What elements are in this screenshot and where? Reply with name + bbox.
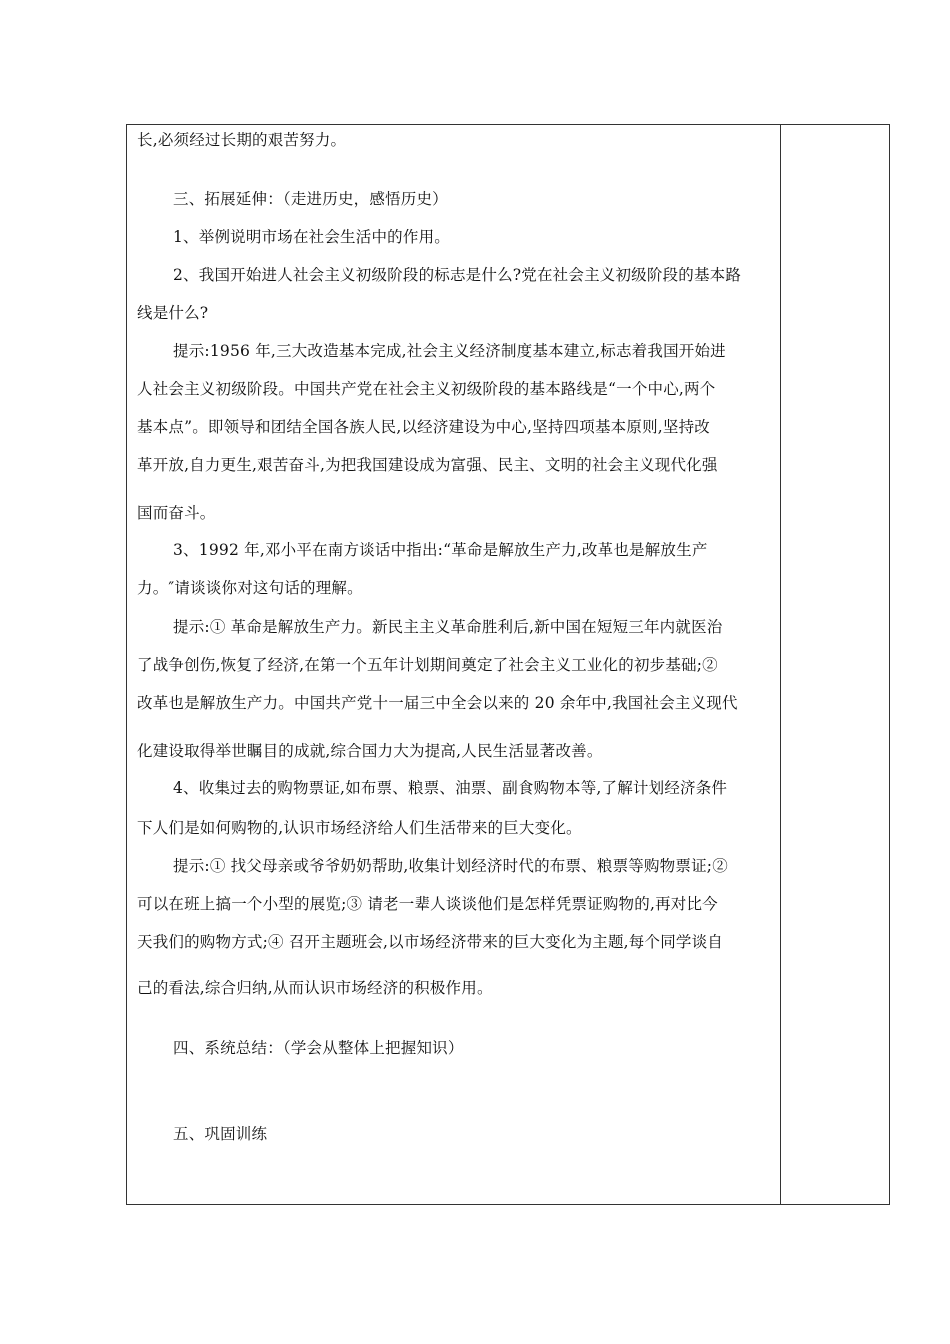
text-line: 了战争创伤,恢复了经济,在第一个五年计划期间奠定了社会主义工业化的初步基础;②	[137, 656, 718, 674]
text-line: 革开放,自力更生,艰苦奋斗,为把我国建设成为富强、民主、文明的社会主义现代化强	[137, 456, 718, 474]
text-line: 己的看法,综合归纳,从而认识市场经济的积极作用。	[137, 979, 493, 997]
text-line: 天我们的购物方式;④ 召开主题班会,以市场经济带来的巨大变化为主题,每个同学谈自	[137, 933, 724, 951]
text-line: 提示:① 找父母亲或爷爷奶奶帮助,收集计划经济时代的布票、粮票等购物票证;②	[173, 857, 728, 875]
section-heading: 五、巩固训练	[173, 1125, 268, 1143]
text-line: 改革也是解放生产力。中国共产党十一届三中全会以来的 20 余年中,我国社会主义现代	[137, 694, 738, 712]
text-line: 3、1992 年,邓小平在南方谈话中指出:“革命是解放生产力,改革也是解放生产	[173, 541, 708, 559]
text-line: 下人们是如何购物的,认识市场经济给人们生活带来的巨大变化。	[137, 819, 582, 837]
text-line: 2、我国开始进人社会主义初级阶段的标志是什么?党在社会主义初级阶段的基本路	[173, 266, 742, 284]
text-line: 可以在班上搞一个小型的展览;③ 请老一辈人谈谈他们是怎样凭票证购物的,再对比今	[137, 895, 718, 913]
text-line: 基本点”。即领导和团结全国各族人民,以经济建设为中心,坚持四项基本原则,坚持改	[137, 418, 711, 436]
text-line: 提示:① 革命是解放生产力。新民主主义革命胜利后,新中国在短短三年内就医治	[173, 618, 723, 636]
text-line: 1、举例说明市场在社会生活中的作用。	[173, 228, 450, 246]
section-heading: 四、系统总结：（学会从整体上把握知识）	[173, 1039, 464, 1057]
text-line: 长,必须经过长期的艰苦努力。	[137, 131, 347, 149]
text-line: 国而奋斗。	[137, 504, 216, 522]
text-line: 线是什么?	[137, 304, 209, 322]
lesson-table	[126, 124, 890, 1205]
text-line: 力。″请谈谈你对这句话的理解。	[137, 579, 363, 597]
text-line: 人社会主义初级阶段。中国共产党在社会主义初级阶段的基本路线是“一个中心,两个	[137, 380, 716, 398]
text-line: 化建设取得举世瞩目的成就,综合国力大为提高,人民生活显著改善。	[137, 742, 603, 760]
column-divider	[780, 125, 781, 1204]
section-heading: 三、拓展延伸：（走进历史，感悟历史）	[173, 190, 448, 208]
text-line: 4、收集过去的购物票证,如布票、粮票、油票、副食购物本等,了解计划经济条件	[173, 779, 728, 797]
text-line: 提示:1956 年,三大改造基本完成,社会主义经济制度基本建立,标志着我国开始进	[173, 342, 726, 360]
